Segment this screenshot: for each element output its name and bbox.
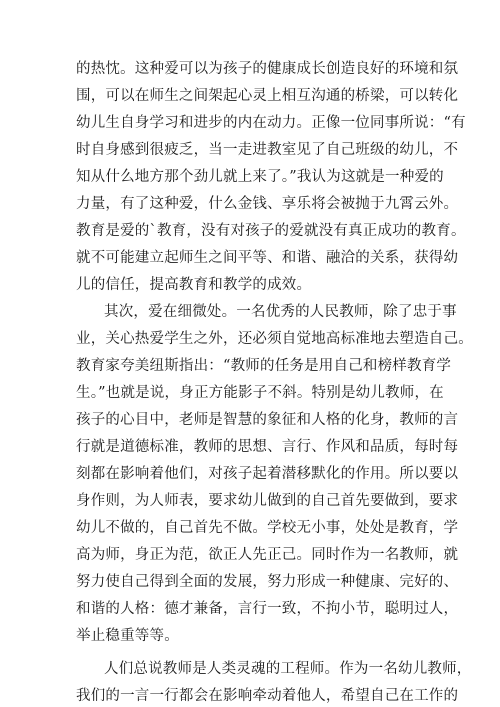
text-line: 幼儿生自身学习和进步的内在动力。正像一位同事所说：“有 bbox=[76, 115, 466, 131]
text-line: 教育是爱的`教育，没有对孩子的爱就没有真正成功的教育。 bbox=[76, 223, 466, 239]
text-line: 其次，爱在细微处。一名优秀的人民教师，除了忠于事 bbox=[104, 304, 457, 320]
text-line: 举止稳重等等。 bbox=[76, 628, 179, 644]
text-line: 高为师，身正为范，欲正人先正己。同时作为一名教师，就 bbox=[76, 547, 459, 563]
text-line: 围，可以在师生之间架起心灵上相互沟通的桥梁，可以转化 bbox=[76, 88, 459, 104]
text-line: 身作则，为人师表，要求幼儿做到的自己首先要做到，要求 bbox=[76, 493, 459, 509]
text-line: 行就是道德标准，教师的思想、言行、作风和品质，每时每 bbox=[76, 439, 459, 455]
text-line: 孩子的心目中，老师是智慧的象征和人格的化身，教师的言 bbox=[76, 412, 459, 428]
text-line: 力量，有了这种爱，什么金钱、享乐将会被抛于九霄云外。 bbox=[76, 196, 459, 212]
text-line: 生。”也就是说，身正方能影子不斜。特别是幼儿教师，在 bbox=[76, 385, 444, 401]
text-line: 刻都在影响着他们，对孩子起着潜移默化的作用。所以要以 bbox=[76, 466, 459, 482]
text-line: 业，关心热爱学生之外，还必须自觉地高标准地去塑造自己。 bbox=[76, 331, 473, 347]
text-line: 就不可能建立起师生之间平等、和谐、融洽的关系，获得幼 bbox=[76, 250, 459, 266]
text-line: 儿的信任，提高教育和教学的成效。 bbox=[76, 277, 312, 293]
text-line: 的热忱。这种爱可以为孩子的健康成长创造良好的环境和氛 bbox=[76, 61, 459, 77]
text-line: 人们总说教师是人类灵魂的工程师。作为一名幼儿教师， bbox=[104, 661, 472, 677]
text-line: 知从什么地方那个劲儿就上来了。”我认为这就是一种爱的 bbox=[76, 169, 444, 185]
text-line: 我们的一言一行都会在影响牵动着他人，希望自己在工作的 bbox=[76, 688, 459, 704]
text-line: 努力使自己得到全面的发展，努力形成一种健康、完好的、 bbox=[76, 574, 459, 590]
text-line: 幼儿不做的，自己首先不做。学校无小事，处处是教育，学 bbox=[76, 520, 459, 536]
text-line: 和谐的人格：德才兼备，言行一致，不拘小节，聪明过人， bbox=[76, 601, 459, 617]
text-line: 时自身感到很疲乏，当一走进教室见了自己班级的幼儿，不 bbox=[76, 142, 459, 158]
text-line: 教育家夸美纽斯指出：“教师的任务是用自己和榜样教育学 bbox=[76, 358, 452, 374]
